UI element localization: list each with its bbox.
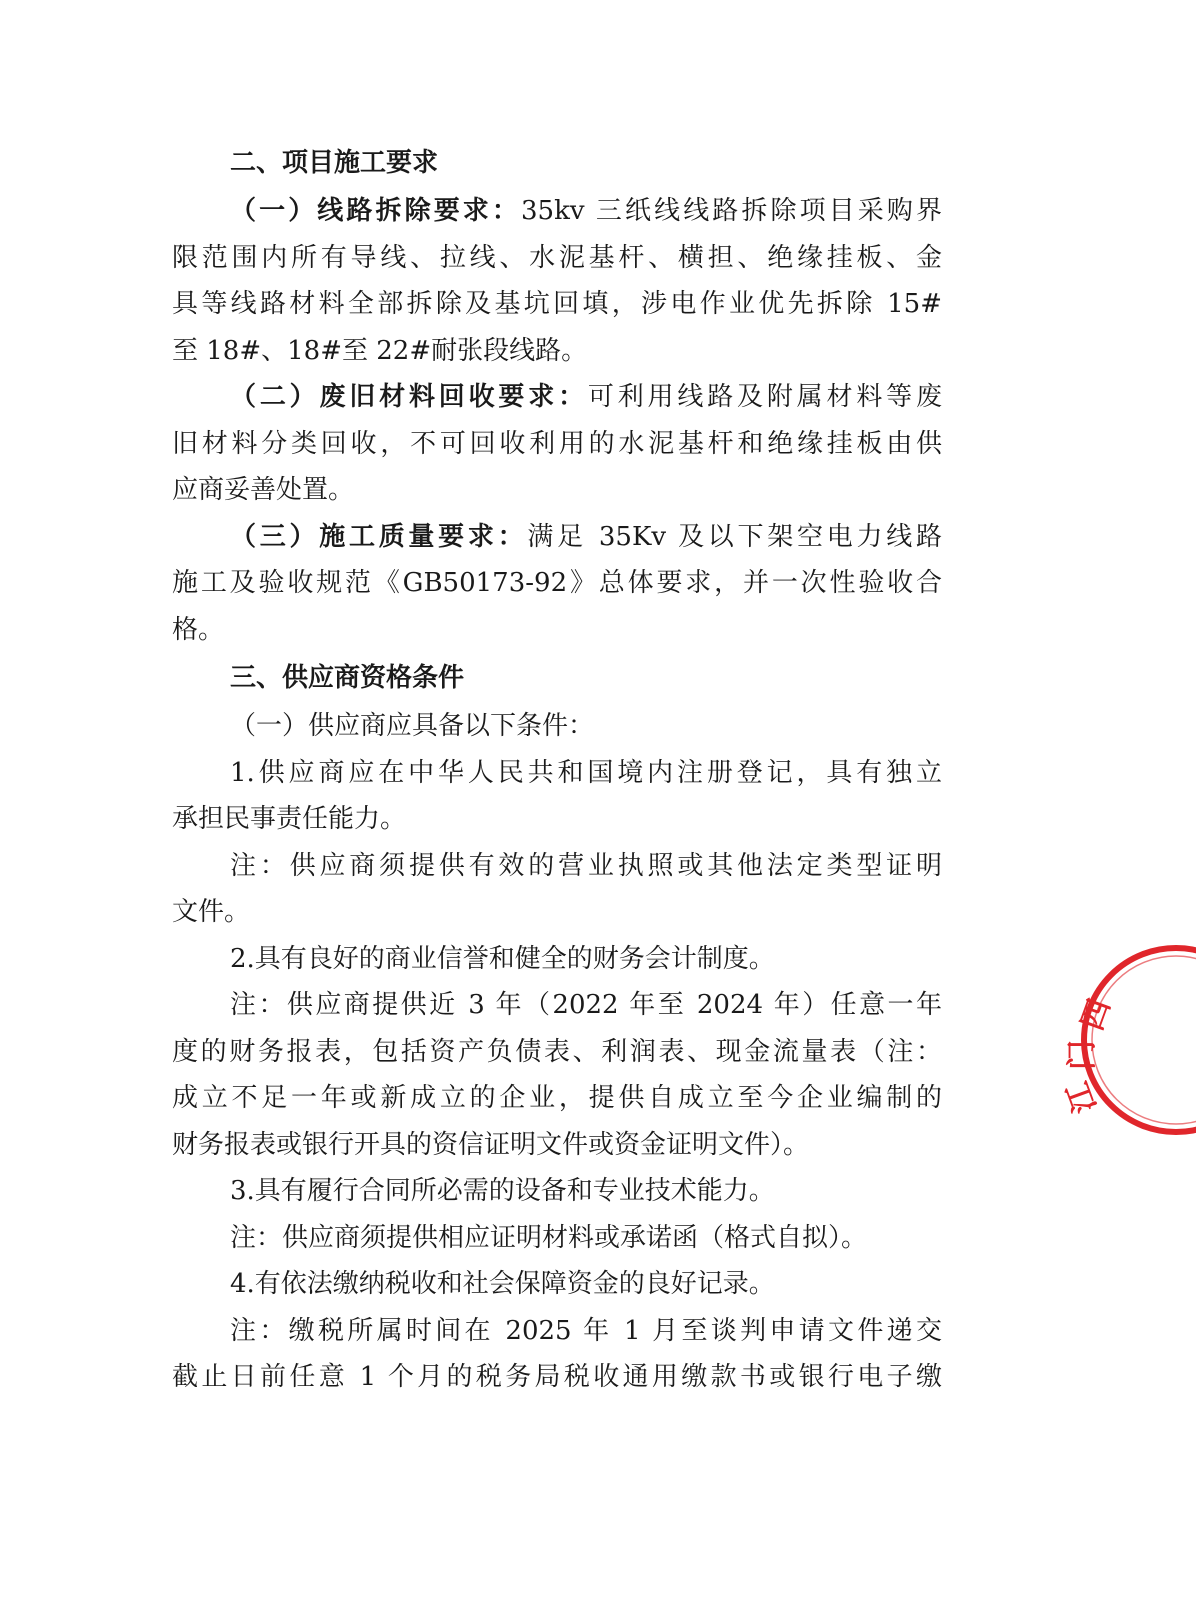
paragraph-label: （三）施工质量要求： (230, 521, 528, 552)
paragraph-line: （三）施工质量要求：满足 35Kv 及以下架空电力线路 (230, 521, 942, 552)
section-heading-construction-requirements: 二、项目施工要求 (230, 148, 439, 178)
paragraph-line: 格。 (172, 614, 225, 645)
paragraph-line: 施工及验收规范《GB50173-92》总体要求，并一次性验收合 (172, 568, 942, 598)
paragraph-line: 成立不足一年或新成立的企业，提供自成立至今企业编制的 (172, 1083, 942, 1113)
paragraph-line: 2.具有良好的商业信誉和健全的财务会计制度。 (230, 943, 775, 974)
paragraph-line: 文件。 (172, 897, 251, 927)
svg-text:四: 四 (1074, 994, 1118, 1035)
paragraph-line: （二）废旧材料回收要求：可利用线路及附属材料等废 (230, 382, 942, 412)
official-seal-stamp (1060, 940, 1136, 1140)
paragraph-line: （一）线路拆除要求：35kv 三纸线线路拆除项目采购界 (230, 196, 942, 226)
paragraph-label: （一）线路拆除要求： (230, 196, 521, 226)
section-heading-supplier-qualifications: 三、供应商资格条件 (230, 663, 465, 693)
paragraph-line: 财务报表或银行开具的资信证明文件或资金证明文件）。 (172, 1129, 810, 1160)
paragraph-line: 注：缴税所属时间在 2025 年 1 月至谈判申请文件递交 (230, 1315, 942, 1346)
paragraph-line: 1.供应商应在中华人民共和国境内注册登记，具有独立 (230, 757, 942, 788)
paragraph-line: 承担民事责任能力。 (172, 804, 407, 834)
paragraph-label: （二）废旧材料回收要求： (230, 382, 588, 412)
seal-icon (1060, 940, 1196, 1140)
paragraph-line: 限范围内所有导线、拉线、水泥基杆、横担、绝缘挂板、金 (172, 242, 942, 273)
subsection-title: （一）供应商应具备以下条件： (230, 711, 595, 741)
paragraph-line: 注：供应商须提供有效的营业执照或其他法定类型证明 (230, 850, 942, 881)
paragraph-line: 注：供应商提供近 3 年（2022 年至 2024 年）任意一年 (230, 990, 942, 1020)
paragraph-line: 应商妥善处置。 (172, 475, 355, 505)
document-page (172, 138, 942, 1401)
paragraph-line: 注：供应商须提供相应证明材料或承诺函（格式自拟）。 (230, 1222, 868, 1253)
paragraph-line: 至 18#、18#至 22#耐张段线路。 (172, 335, 588, 366)
paragraph-line: 度的财务报表，包括资产负债表、利润表、现金流量表（注： (172, 1036, 942, 1067)
paragraph-line: 截止日前任意 1 个月的税务局税收通用缴款书或银行电子缴 (172, 1362, 942, 1392)
paragraph-line: 旧材料分类回收，不可回收利用的水泥基杆和绝缘挂板由供 (172, 428, 942, 459)
paragraph-line: 3.具有履行合同所必需的设备和专业技术能力。 (230, 1176, 775, 1206)
paragraph-line: 具等线路材料全部拆除及基坑回填，涉电作业优先拆除 15# (172, 289, 942, 319)
svg-text:江: 江 (1060, 1077, 1104, 1118)
svg-text:门: 门 (1065, 1040, 1100, 1070)
paragraph-line: 4.有依法缴纳税收和社会保障资金的良好记录。 (230, 1269, 775, 1299)
